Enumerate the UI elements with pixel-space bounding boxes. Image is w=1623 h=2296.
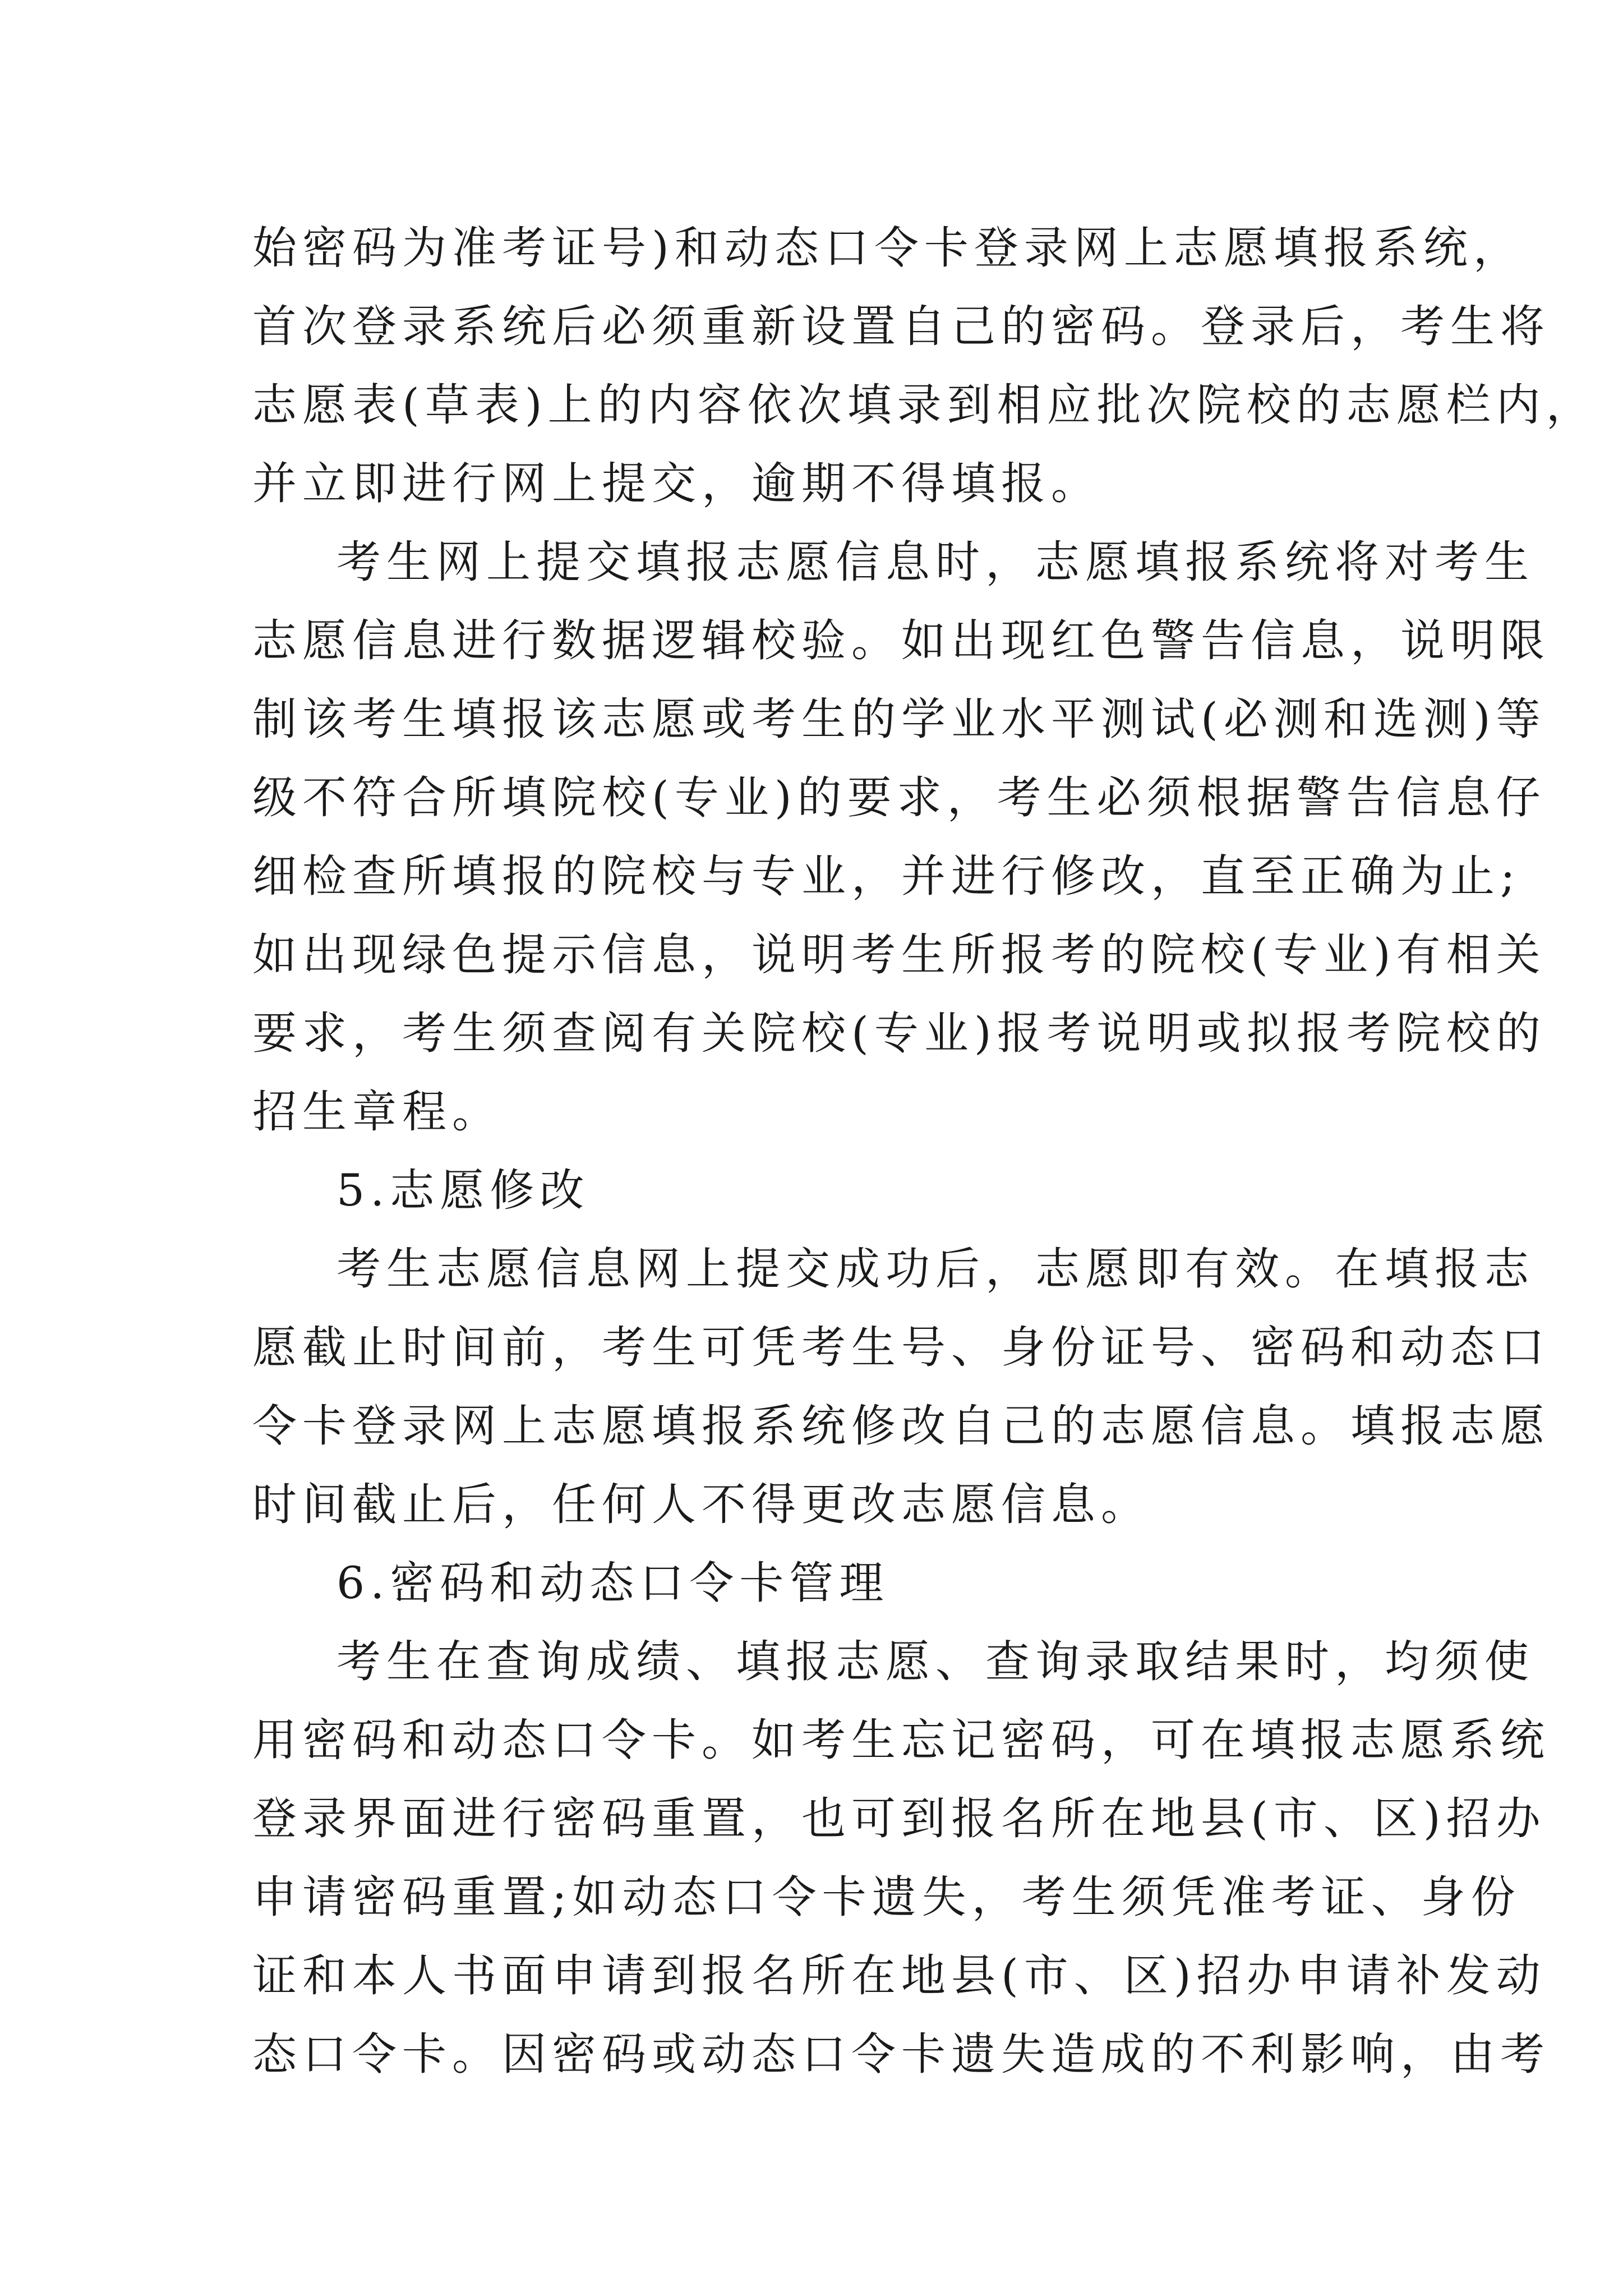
text-line: 细检查所填报的院校与专业，并进行修改，直至正确为止; — [252, 850, 1521, 902]
text-line: 令卡登录网上志愿填报系统修改自己的志愿信息。填报志愿 — [252, 1400, 1550, 1452]
text-line: 级不符合所填院校(专业)的要求，考生必须根据警告信息仔 — [252, 772, 1546, 823]
text-line: 始密码为准考证号)和动态口令卡登录网上志愿填报系统， — [252, 222, 1523, 274]
section-heading-password-management — [252, 1544, 1430, 1622]
text-line: 态口令卡。因密码或动态口令卡遗失造成的不利影响，由考 — [252, 2028, 1550, 2080]
section-heading: 5.志愿修改 — [336, 1165, 590, 1216]
document-page — [252, 209, 1596, 2093]
paragraph-validation — [252, 523, 1550, 1151]
paragraph-login-continuation — [252, 209, 1596, 523]
text-line: 招生章程。 — [252, 1086, 502, 1138]
text-line: 考生网上提交填报志愿信息时，志愿填报系统将对考生 — [336, 536, 1534, 588]
text-line: 首次登录系统后必须重新设置自己的密码。登录后，考生将 — [252, 301, 1550, 352]
text-line: 考生志愿信息网上提交成功后，志愿即有效。在填报志 — [336, 1243, 1534, 1295]
text-line: 证和本人书面申请到报名所在地县(市、区)招办申请补发动 — [252, 1950, 1546, 2001]
text-line: 志愿信息进行数据逻辑校验。如出现红色警告信息，说明限 — [252, 615, 1550, 666]
text-line: 制该考生填报该志愿或考生的学业水平测试(必测和选测)等 — [252, 693, 1546, 745]
section-heading: 6.密码和动态口令卡管理 — [336, 1557, 889, 1609]
text-line: 用密码和动态口令卡。如考生忘记密码，可在填报志愿系统 — [252, 1714, 1550, 1766]
paragraph-password-management — [252, 1622, 1550, 2093]
text-line: 考生在查询成绩、填报志愿、查询录取结果时，均须使 — [336, 1636, 1534, 1687]
text-line: 愿截止时间前，考生可凭考生号、身份证号、密码和动态口 — [252, 1322, 1550, 1373]
paragraph-modification — [252, 1230, 1550, 1544]
text-line: 要求，考生须查阅有关院校(专业)报考说明或拟报考院校的 — [252, 1007, 1546, 1059]
text-line: 并立即进行网上提交，逾期不得填报。 — [252, 458, 1101, 509]
text-line: 申请密码重置;如动态口令卡遗失，考生须凭准考证、身份 — [252, 1871, 1521, 1923]
text-line: 如出现绿色提示信息，说明考生所报考的院校(专业)有相关 — [252, 929, 1546, 981]
text-line: 登录界面进行密码重置，也可到报名所在地县(市、区)招办 — [252, 1793, 1546, 1844]
text-line: 时间截止后，任何人不得更改志愿信息。 — [252, 1479, 1151, 1530]
section-heading-volunteer-modification — [252, 1151, 1430, 1230]
text-line: 志愿表(草表)上的内容依次填录到相应批次院校的志愿栏内， — [252, 379, 1596, 431]
